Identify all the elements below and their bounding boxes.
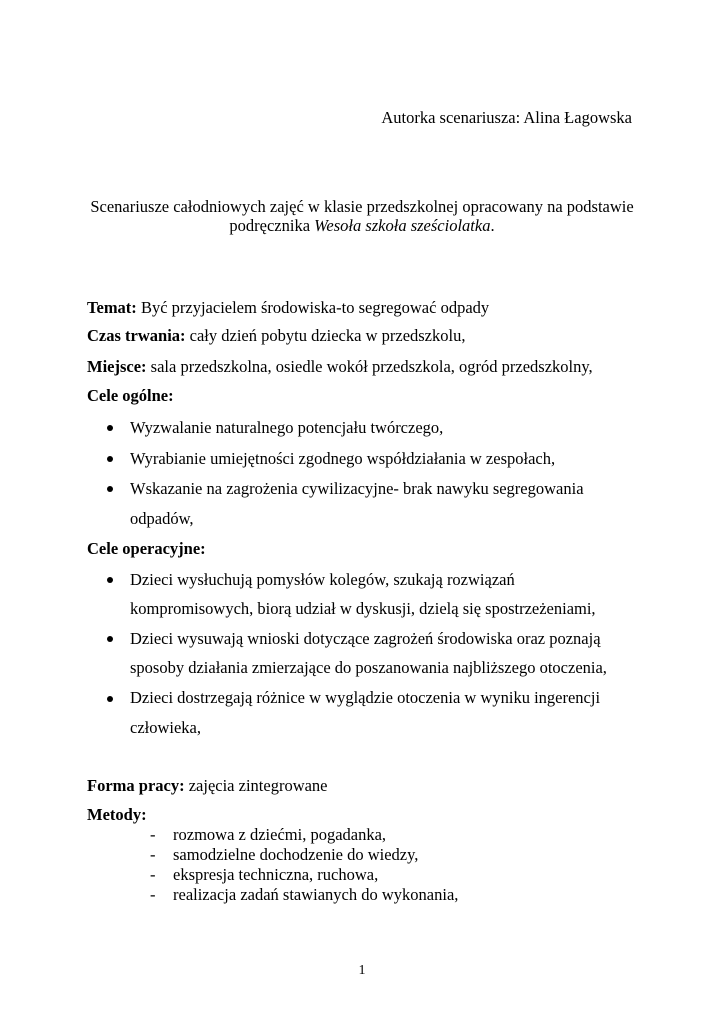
czas-line <box>87 326 465 346</box>
temat-label: Temat: <box>87 298 137 317</box>
title-prefix: podręcznika <box>229 216 315 235</box>
document-title-line-1: Scenariusze całodniowych zajęć w klasie przedszkolnej opracowany na podstawie <box>90 197 634 216</box>
list-item: Dzieci wysuwają wnioski dotyczące zagrożeń środowiska oraz poznają <box>130 629 601 648</box>
bullet-icon <box>107 486 113 492</box>
list-item: Wskazanie na zagrożenia cywilizacyjne- brak nawyku segregowania <box>130 479 584 498</box>
dash-marker: - <box>150 825 156 844</box>
dash-marker: - <box>150 885 156 904</box>
list-item: Dzieci dostrzegają różnice w wyglądzie otoczenia w wyniku ingerencji <box>130 688 601 707</box>
list-item: samodzielne dochodzenie do wiedzy, <box>173 845 419 864</box>
bullet-icon <box>107 636 113 642</box>
list-item: ekspresja techniczna, ruchowa, <box>173 865 379 884</box>
list-item: Dzieci wysłuchują pomysłów kolegów, szukają rozwiązań <box>130 570 515 589</box>
list-item: rozmowa z dziećmi, pogadanka, <box>173 825 387 844</box>
temat-value: Być przyjacielem środowiska-to segregować odpady <box>136 298 490 317</box>
list-item-continuation: odpadów, <box>130 509 194 528</box>
author-line: Autorka scenariusza: Alina Łagowska <box>381 108 632 127</box>
temat-line <box>87 298 489 318</box>
miejsce-label: Miejsce: <box>87 357 147 376</box>
list-item: realizacja zadań stawianych do wykonania, <box>173 885 459 904</box>
dash-marker: - <box>150 845 156 864</box>
bullet-icon <box>107 456 113 462</box>
forma-line <box>87 776 328 796</box>
forma-value: zajęcia zintegrowane <box>184 776 328 795</box>
document-title-line-2 <box>0 216 724 236</box>
list-item-continuation: sposoby działania zmierzające do poszanowania najbliższego otoczenia, <box>130 658 607 677</box>
miejsce-line <box>87 357 593 377</box>
list-item-continuation: kompromisowych, biorą udział w dyskusji, dzielą się spostrzeżeniami, <box>130 599 596 618</box>
miejsce-value: sala przedszkolna, osiedle wokół przedszkola, ogród przedszkolny, <box>146 357 593 376</box>
bullet-icon <box>107 696 113 702</box>
czas-value: cały dzień pobytu dziecka w przedszkolu, <box>185 326 466 345</box>
textbook-title: Wesoła szkoła sześciolatka <box>314 216 491 235</box>
page-number: 1 <box>358 963 366 978</box>
list-item-continuation: człowieka, <box>130 718 202 737</box>
cele-ogolne-heading: Cele ogólne: <box>87 386 174 405</box>
title-suffix: . <box>490 216 495 235</box>
czas-label: Czas trwania: <box>87 326 186 345</box>
bullet-icon <box>107 577 113 583</box>
bullet-icon <box>107 425 113 431</box>
metody-heading: Metody: <box>87 805 147 824</box>
list-item: Wyzwalanie naturalnego potencjału twórczego, <box>130 418 444 437</box>
cele-operacyjne-heading: Cele operacyjne: <box>87 539 206 558</box>
forma-label: Forma pracy: <box>87 776 185 795</box>
list-item: Wyrabianie umiejętności zgodnego współdziałania w zespołach, <box>130 449 556 468</box>
dash-marker: - <box>150 865 156 884</box>
